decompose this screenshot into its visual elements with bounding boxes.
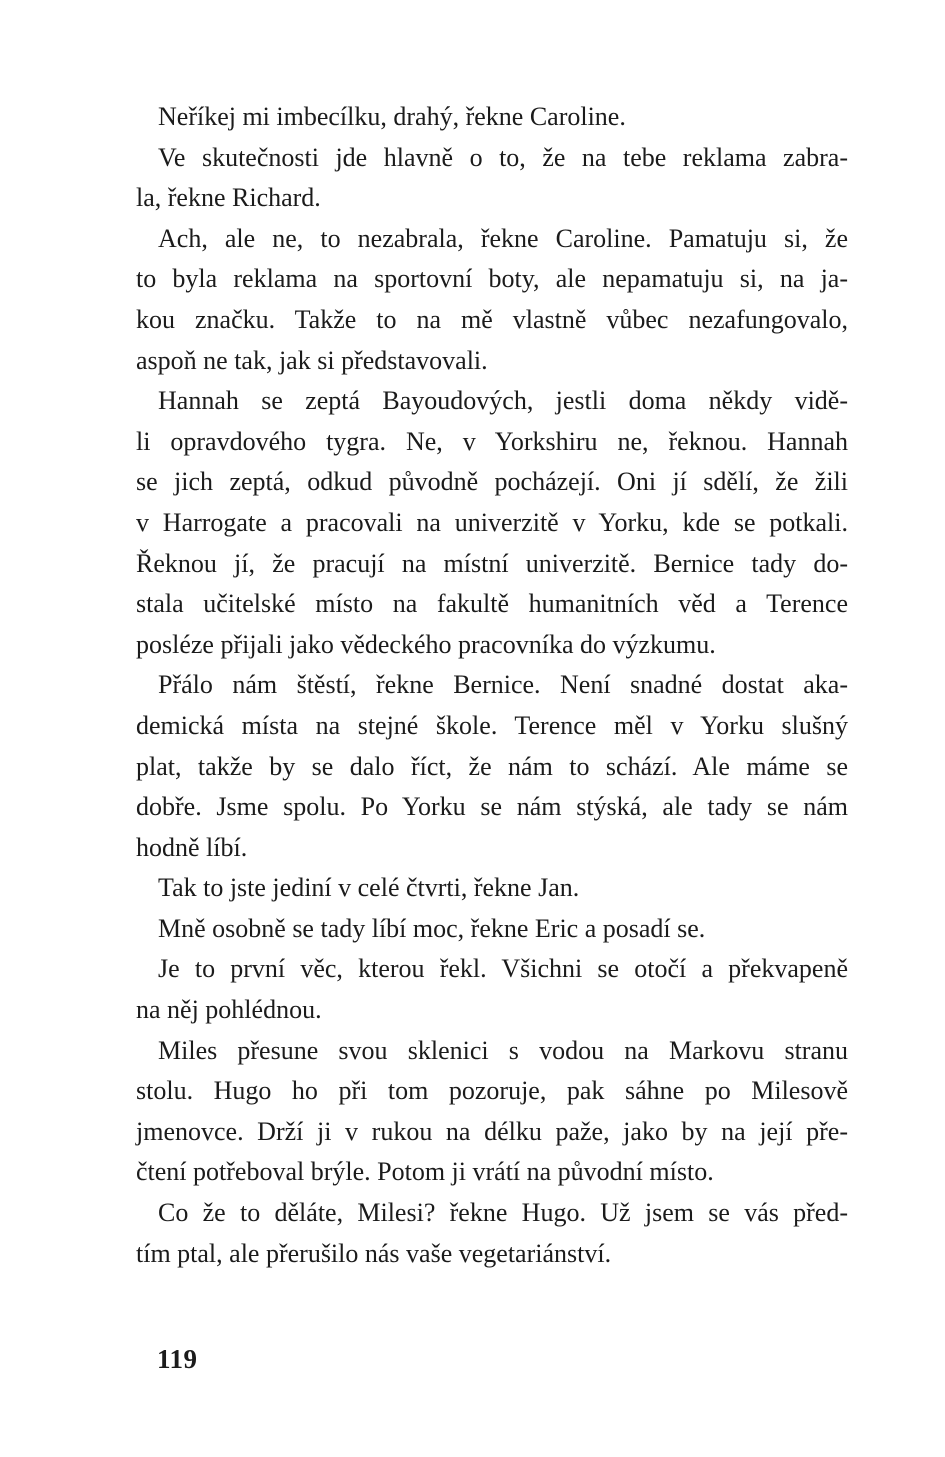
page-number: 119 xyxy=(157,1344,198,1374)
text-line: li opravdového tygra. Ne, v Yorkshiru ne, řeknou. Hannah xyxy=(136,426,848,456)
text-line: stala učitelské místo na fakultě humanitních věd a Terence xyxy=(136,589,848,619)
text-line: to byla reklama na sportovní boty, ale nepamatuju si, na ja- xyxy=(136,264,848,294)
text-line: Tak to jste jediní v celé čtvrti, řekne Jan. xyxy=(158,873,580,903)
text-line: posléze přijali jako vědeckého pracovníka do výzkumu. xyxy=(136,629,716,659)
text-line: demická místa na stejné škole. Terence měl v Yorku slušný xyxy=(136,710,848,740)
text-line: Miles přesune svou sklenici s vodou na Markovu stranu xyxy=(158,1035,848,1065)
text-line: čtení potřeboval brýle. Potom ji vrátí na původní místo. xyxy=(136,1157,714,1187)
text-block xyxy=(136,97,848,1274)
text-line: Co že to děláte, Milesi? řekne Hugo. Už jsem se vás před- xyxy=(158,1198,848,1228)
text-line: tím ptal, ale přerušilo nás vaše vegetariánství. xyxy=(136,1238,612,1268)
text-line: plat, takže by se dalo říct, že nám to schází. Ale máme se xyxy=(136,751,848,781)
text-line: Ach, ale ne, to nezabrala, řekne Caroline. Pamatuju si, že xyxy=(158,223,848,253)
text-line: stolu. Hugo ho při tom pozoruje, pak sáhne po Milesově xyxy=(136,1076,848,1106)
text-line: la, řekne Richard. xyxy=(136,183,321,213)
text-line: hodně líbí. xyxy=(136,832,248,862)
text-line: aspoň ne tak, jak si představovali. xyxy=(136,345,488,375)
text-line: Hannah se zeptá Bayoudových, jestli doma někdy vidě- xyxy=(158,386,848,416)
text-line: jmenovce. Drží ji v rukou na délku paže, jako by na její pře- xyxy=(136,1116,848,1146)
text-line: se jich zeptá, odkud původně pocházejí. Oni jí sdělí, že žili xyxy=(136,467,848,497)
text-line: na něj pohlédnou. xyxy=(136,995,322,1025)
text-line: dobře. Jsme spolu. Po Yorku se nám stýská, ale tady se nám xyxy=(136,792,848,822)
text-line: Ve skutečnosti jde hlavně o to, že na tebe reklama zabra- xyxy=(158,142,848,172)
text-line: Přálo nám štěstí, řekne Bernice. Není snadné dostat aka- xyxy=(158,670,848,700)
text-line: Je to první věc, kterou řekl. Všichni se otočí a překvapeně xyxy=(158,954,848,984)
text-line: v Harrogate a pracovali na univerzitě v Yorku, kde se potkali. xyxy=(136,507,848,537)
text-line: Řeknou jí, že pracují na místní univerzitě. Bernice tady do- xyxy=(136,548,848,578)
text-line: kou značku. Takže to na mě vlastně vůbec nezafungovalo, xyxy=(136,304,848,334)
text-line: Mně osobně se tady líbí moc, řekne Eric a posadí se. xyxy=(158,913,706,943)
text-line: Neříkej mi imbecílku, drahý, řekne Caroline. xyxy=(158,102,626,131)
